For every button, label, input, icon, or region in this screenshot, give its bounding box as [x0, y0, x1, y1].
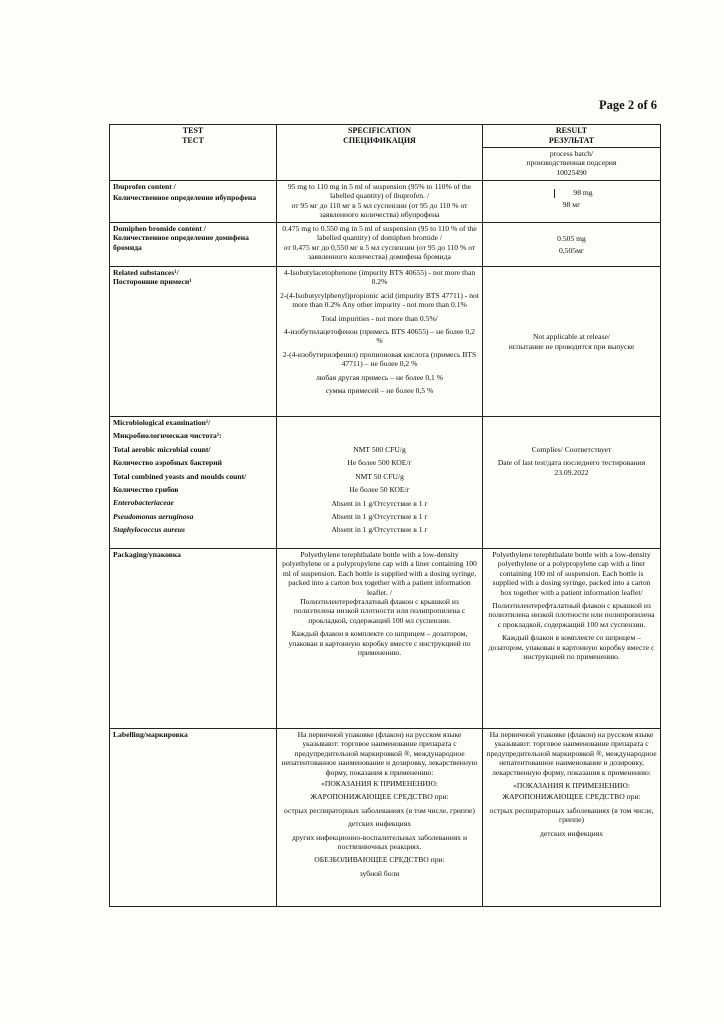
result-value-en-text: 98 mg [573, 188, 593, 197]
table-row-related-substances [110, 267, 661, 417]
test-line: Staphylococcus aureus [113, 525, 185, 535]
result-line: детских инфекциях [540, 828, 603, 838]
handwritten-mark [554, 189, 555, 198]
spec-line: сумма примесей – не более 0,5 % [325, 386, 434, 396]
test-line: Количество аэробных бактерий [113, 458, 222, 468]
result-text-ru-2: Каждый флакон в комплекте со шприцем – дозатором, упакован в картонную коробку вместе с инструкцией по применению. [488, 633, 655, 662]
spec-text-en: 95 mg to 110 mg in 5 ml of suspension (95% to 110% of the labelled quantity) of ibuprofen. / [287, 182, 472, 201]
result-complies: Complies/ Соответствует [531, 445, 612, 454]
test-cell-ibuprofen [110, 181, 277, 223]
spec-line: 4-изобутилацетофенон (примесь BTS 40655) – не более 0,2 % [284, 327, 475, 346]
test-line: Количество грибов [113, 485, 179, 495]
table-row-ibuprofen [110, 181, 661, 223]
header-test [110, 125, 277, 181]
header-spec-ru: СПЕЦИФИКАЦИЯ [343, 136, 416, 145]
result-last-test-date: 23.09.2022 [554, 467, 589, 477]
test-cell-micro [110, 417, 277, 549]
spec-line: Absent in 1 g/Отсутствие в 1 г [331, 525, 428, 535]
result-cell-ibuprofen [483, 181, 661, 223]
spec-line: 4-Isobutylacetophenone (impurity BTS 40655) - not more than 0.2% [283, 268, 476, 287]
header-result-ru: РЕЗУЛЬТАТ [548, 136, 595, 145]
test-cell-domiphen [110, 223, 277, 267]
result-value-en: 0.505 mg [557, 234, 586, 244]
spec-text-ru-2: Каждый флакон в комплекте со шприцем – дозатором, упакован в картонную коробку вместе с инструкцией по применению. [288, 629, 471, 658]
table-row-domiphen [110, 223, 661, 267]
spec-text-ru-1: Полиэтилентерефталатный флакон с крышкой из полиэтилена низкой плотности или полипропилена с прокладкой, содержащий 100 мл суспензии. [293, 597, 466, 625]
result-cell-labelling [483, 729, 661, 907]
result-value-ru: 0,505мг [558, 245, 584, 255]
spec-line: других инфекционно-воспалительных заболеваниях и поствпивочных реакциях. [291, 832, 468, 852]
test-label-ru: Посторонние примеси¹ [113, 277, 192, 287]
result-cell-micro [483, 417, 661, 549]
result-text-ru-1: Полиэтилентерефталатный флакон с крышкой из полиэтилена низкой плотности или полипропилена с прокладкой, содержащий 100 мл суспензии. [488, 601, 655, 629]
spec-cell-ibuprofen [277, 181, 483, 223]
table-row-microbiological [110, 417, 661, 549]
spec-line: любая другая примесь – не более 0,1 % [315, 372, 444, 382]
spec-text-ru: от 0,475 мг до 0,550 мг в 5 мл суспензии (от 95 до 110 % от заявленного количества) домифена бромида [283, 242, 476, 262]
spec-line: ОБЕЗБОЛИВАЮЩЕЕ СРЕДСТВО при: [314, 855, 445, 865]
header-specification [277, 125, 483, 181]
result-line: На первичной упаковке (флакон) на русском языке указывают: торговое наименование препарата с предупредительной маркировкой ®, международное непатентованное наименование и дозировку, лекарственную форму, показания к применению: [486, 730, 657, 777]
batch-number: 10025490 [556, 167, 587, 177]
header-test-ru: ТЕСТ [182, 136, 204, 145]
spec-line: Total impurities - not more than 0.5%/ [321, 313, 438, 323]
result-value-en [486, 188, 657, 198]
test-label-en: Domiphen bromide content / [113, 224, 206, 233]
spec-line: 2-(4-изобутирилфенил) пропионовая кислота (примесь BTS 47711) – не более 0,2 % [282, 349, 477, 369]
result-text-en: Polyethylene terephthalate bottle with a low-density polyethylene or a polypropylene cap with a liner containing 100 ml of suspension. Each bottle is supplied with a dosing syringe, packed into a carton box together with a patient information leaflet/ [492, 550, 651, 597]
spec-text-ru: от 95 мг до 110 мг в 5 мл суспензии (от 95 до 110 % от заявленного количества) ибупрофена [291, 200, 468, 220]
test-label-en: Ibuprofen content / [113, 182, 176, 191]
spec-text-en: Polyethylene terephthalate bottle with a low-density polyethylene or a polypropylene cap with a liner containing 100 ml of suspension. Each bottle is supplied with a dosing syringe, packed into a carton box together with a patient information leaflet. / [282, 550, 477, 597]
spec-line: NMT 500 CFU/g [353, 445, 406, 454]
batch-label-ru: производственная подсерия [526, 158, 617, 168]
spec-line: На первичной упаковке (флакон) на русском языке указывают: торговое наименование препарата с предупредительной маркировкой ®, международное непатентованное наименование и дозировку, лекарственную форму, показания к применению: [281, 730, 478, 777]
header-result-en: RESULT [555, 126, 588, 135]
spec-line: Absent in 1 g/Отсутствие в 1 г [331, 498, 428, 508]
test-cell-packaging [110, 549, 277, 729]
test-cell-labelling [110, 729, 277, 907]
table-row-labelling [110, 729, 661, 907]
header-spec-en: SPECIFICATION [348, 126, 411, 135]
result-line: «ПОКАЗАНИЯ К ПРИМЕНЕНИЮ: [513, 781, 630, 791]
test-label: Labelling/маркировка [113, 730, 188, 739]
spec-line: Не более 50 КОЕ/г [349, 485, 410, 495]
result-value-ru: 98 мг [562, 199, 581, 209]
result-cell-packaging [483, 549, 661, 729]
result-value-en: Not applicable at release/ [533, 332, 610, 342]
result-value-ru: испытание не проводится при выпуске [508, 341, 635, 351]
test-line: Microbiological examination¹/ [113, 418, 211, 427]
result-line: острых респираторных заболеваниях (в том числе, гриппе) [489, 805, 654, 825]
result-line: ЖАРОПОНИЖАЮЩЕЕ СРЕДСТВО при: [502, 792, 641, 802]
test-line: Pseudomonas aeruginosa [113, 511, 194, 521]
table-row-packaging [110, 549, 661, 729]
result-cell-domiphen [483, 223, 661, 267]
page-number: Page 2 of 6 [599, 98, 657, 112]
result-cell-related [483, 267, 661, 417]
spec-line: зубной боли [359, 868, 400, 878]
spec-line: Absent in 1 g/Отсутствие в 1 г [331, 512, 428, 522]
test-label: Packaging/упаковка [113, 550, 181, 559]
test-line: Total aerobic microbial count/ [113, 444, 211, 454]
header-test-en: TEST [182, 126, 204, 135]
spec-text-en: 0.475 mg to 0.550 mg in 5 ml of suspension (95 to 110 % of the labelled quantity) of domiphen bromide / [282, 224, 477, 243]
spec-line: детских инфекциях [348, 819, 411, 829]
batch-cell [483, 148, 661, 181]
spec-cell-related [277, 267, 483, 417]
test-label-ru: Количественное определение ибупрофена [113, 193, 256, 203]
result-last-test-label: Date of last test/дата последнего тестирования [497, 458, 646, 468]
test-label-ru: Количественное определение домифена бромида [113, 233, 249, 252]
spec-line: 2-(4-Isobutyrylphenyl)propionic acid (impurity BTS 47711) - not more than 0.2% Any other impurity - not more than 0.1% [280, 290, 479, 310]
spec-line: NMT 50 CFU/g [355, 471, 404, 481]
test-line: Total combined yeasts and moulds count/ [113, 471, 247, 481]
test-label-en: Related substances¹/ [113, 268, 179, 277]
header-result [483, 125, 661, 148]
spec-cell-micro [277, 417, 483, 549]
batch-label-en: process batch/ [549, 149, 594, 158]
spec-cell-labelling [277, 729, 483, 907]
spec-line: острых респираторных заболеваниях (в том числе, гриппе) [284, 805, 475, 815]
test-cell-related [110, 267, 277, 417]
spec-cell-domiphen [277, 223, 483, 267]
test-line: Микробиологическая чистота¹: [113, 431, 222, 441]
spec-cell-packaging [277, 549, 483, 729]
table-header-row [110, 125, 661, 148]
spec-line: ЖАРОПОНИЖАЮЩЕЕ СРЕДСТВО при: [310, 792, 449, 802]
specification-table [109, 124, 661, 907]
spec-line: «ПОКАЗАНИЯ К ПРИМЕНЕНИЮ: [321, 779, 438, 789]
spec-line: Не более 500 КОЕ/г [347, 458, 412, 468]
test-line: Enterobacteriaceae [113, 498, 174, 508]
